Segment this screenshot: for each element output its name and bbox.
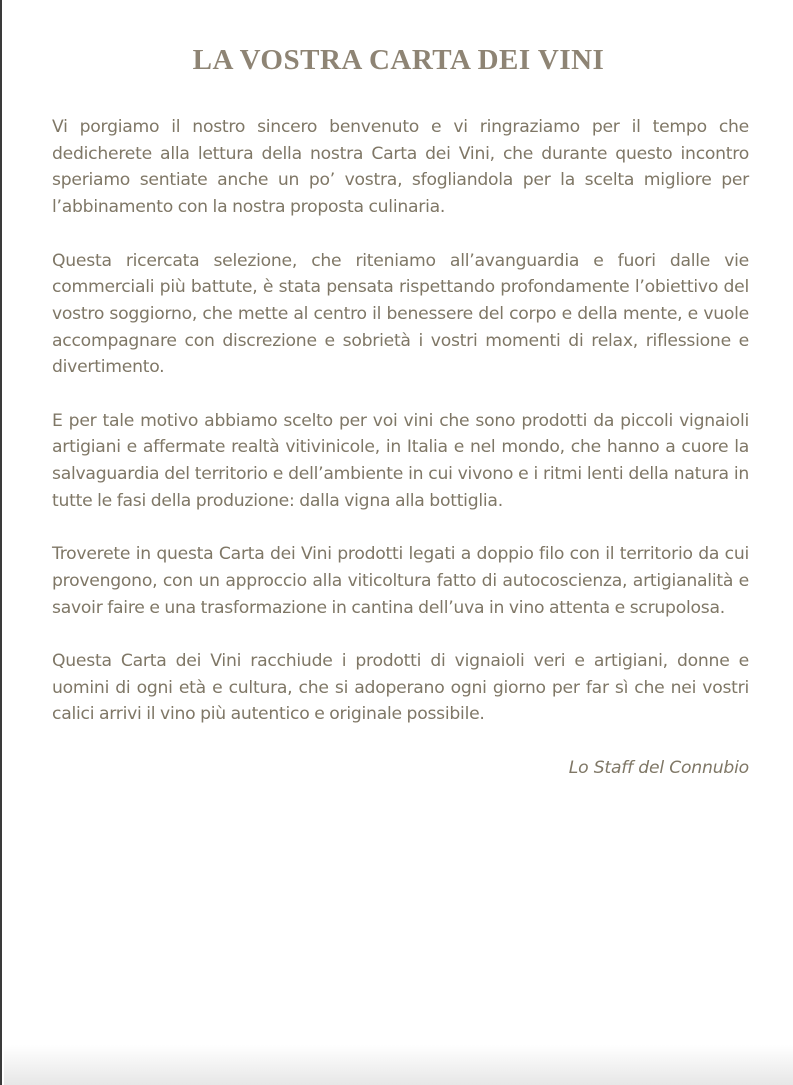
paragraph-producers: E per tale motivo abbiamo scelto per voi vini che sono prodotti da piccoli vignaioli artigiani e affermate realtà vitivinicole, in Italia e nel mondo, che hanno a cuore la salvaguardia del territorio e dell’ambiente in cui vivono e i ritmi lenti della natura in tutte le fasi della produzione: dalla vigna alla bottiglia. bbox=[52, 410, 749, 511]
paragraph-territory: Troverete in questa Carta dei Vini prodotti legati a doppio filo con il territorio da cui provengono, con un approccio alla viticoltura fatto di autocoscienza, artigianalità e savoir faire e una trasformazione in cantina dell’uva in vino attenta e scrupolosa. bbox=[52, 544, 749, 618]
paragraph-winemakers: Questa Carta dei Vini racchiude i prodotti di vignaioli veri e artigiani, donne e uomini di ogni età e cultura, che si adoperano ogni giorno per far sì che nei vostri calici arrivi il vino più autentico e originale possibile. bbox=[52, 651, 749, 725]
document-body bbox=[52, 114, 749, 782]
paragraph-welcome: Vi porgiamo il nostro sincero benvenuto e vi ringraziamo per il tempo che dedicherete alla lettura della nostra Carta dei Vini, che durante questo incontro speriamo sentiate anche un po’ vostra, sfogliandola per la scelta migliore per l’abbinamento con la nostra proposta culinaria. bbox=[52, 117, 749, 218]
paragraph-selection: Questa ricercata selezione, che riteniamo all’avanguardia e fuori dalle vie commerciali più battute, è stata pensata rispettando profondamente l’obiettivo del vostro soggiorno, che mette al centro il benessere del corpo e della mente, e vuole accompagnare con discrezione e sobrietà i vostri momenti di relax, riflessione e divertimento. bbox=[52, 250, 749, 378]
signature: Lo Staff del Connubio bbox=[568, 757, 749, 778]
page-title: LA VOSTRA CARTA DEI VINI bbox=[192, 44, 605, 76]
page-bottom-shadow bbox=[4, 1045, 793, 1085]
